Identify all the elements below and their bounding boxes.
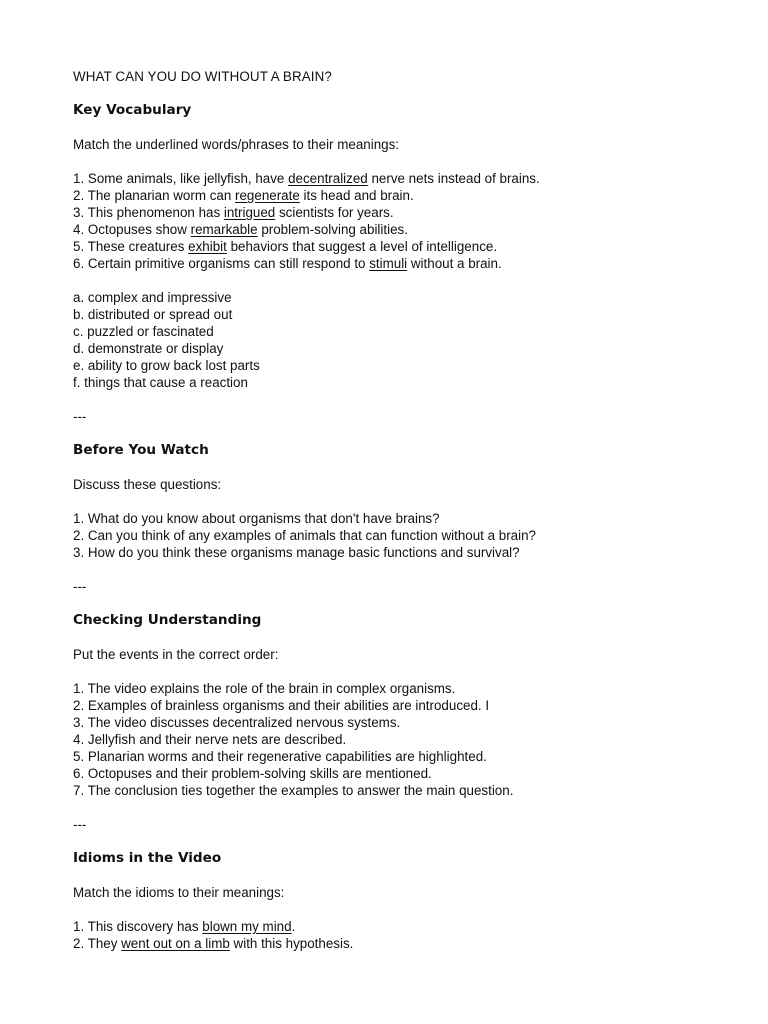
idioms-instruction: Match the idioms to their meanings: [73, 885, 285, 900]
vocab-sentence: 3. This phenomenon has intrigued scientists for years. [73, 205, 394, 220]
event-item: 4. Jellyfish and their nerve nets are described. [73, 732, 347, 747]
underlined-term: intrigued [223, 205, 276, 220]
vocab-meaning: c. puzzled or fascinated [73, 324, 214, 339]
event-item: 5. Planarian worms and their regenerative capabilities are highlighted. [73, 749, 487, 764]
vocab-sentence: 5. These creatures exhibit behaviors that suggest a level of intelligence. [73, 239, 498, 254]
vocab-heading: Key Vocabulary [73, 102, 192, 118]
underlined-term: exhibit [188, 239, 227, 254]
vocab-sentence: 1. Some animals, like jellyfish, have decentralized nerve nets instead of brains. [73, 171, 540, 186]
discussion-question: 2. Can you think of any examples of animals that can function without a brain? [73, 528, 536, 543]
checking-heading: Checking Understanding [73, 612, 262, 628]
vocab-meaning: d. demonstrate or display [73, 341, 224, 356]
vocab-meaning: a. complex and impressive [73, 290, 232, 305]
underlined-idiom: blown my mind [202, 919, 292, 934]
event-item: 2. Examples of brainless organisms and their abilities are introduced. I [73, 698, 490, 713]
section-separator: --- [73, 579, 87, 594]
idiom-item: 2. They went out on a limb with this hypothesis. [73, 936, 354, 951]
vocab-meaning: f. things that cause a reaction [73, 375, 248, 390]
vocab-instruction: Match the underlined words/phrases to their meanings: [73, 137, 400, 152]
event-item: 3. The video discusses decentralized nervous systems. [73, 715, 401, 730]
section-separator: --- [73, 817, 87, 832]
event-item: 7. The conclusion ties together the examples to answer the main question. [73, 783, 514, 798]
idiom-item: 1. This discovery has blown my mind. [73, 919, 296, 934]
underlined-term: decentralized [288, 171, 368, 186]
vocab-sentence: 2. The planarian worm can regenerate its head and brain. [73, 188, 414, 203]
underlined-idiom: went out on a limb [121, 936, 230, 951]
before-heading: Before You Watch [73, 442, 209, 458]
underlined-term: stimuli [369, 256, 408, 271]
underlined-term: regenerate [235, 188, 300, 203]
vocab-sentence: 4. Octopuses show remarkable problem-solving abilities. [73, 222, 408, 237]
event-item: 6. Octopuses and their problem-solving skills are mentioned. [73, 766, 432, 781]
underlined-term: remarkable [190, 222, 258, 237]
checking-instruction: Put the events in the correct order: [73, 647, 279, 662]
vocab-meaning: b. distributed or spread out [73, 307, 233, 322]
section-separator: --- [73, 409, 87, 424]
worksheet-page [73, 68, 733, 952]
event-item: 1. The video explains the role of the brain in complex organisms. [73, 681, 456, 696]
before-instruction: Discuss these questions: [73, 477, 222, 492]
vocab-sentence: 6. Certain primitive organisms can still respond to stimuli without a brain. [73, 256, 502, 271]
vocab-meaning: e. ability to grow back lost parts [73, 358, 260, 373]
idioms-heading: Idioms in the Video [73, 850, 222, 866]
discussion-question: 1. What do you know about organisms that don't have brains? [73, 511, 440, 526]
discussion-question: 3. How do you think these organisms manage basic functions and survival? [73, 545, 520, 560]
page-title: WHAT CAN YOU DO WITHOUT A BRAIN? [73, 69, 332, 84]
